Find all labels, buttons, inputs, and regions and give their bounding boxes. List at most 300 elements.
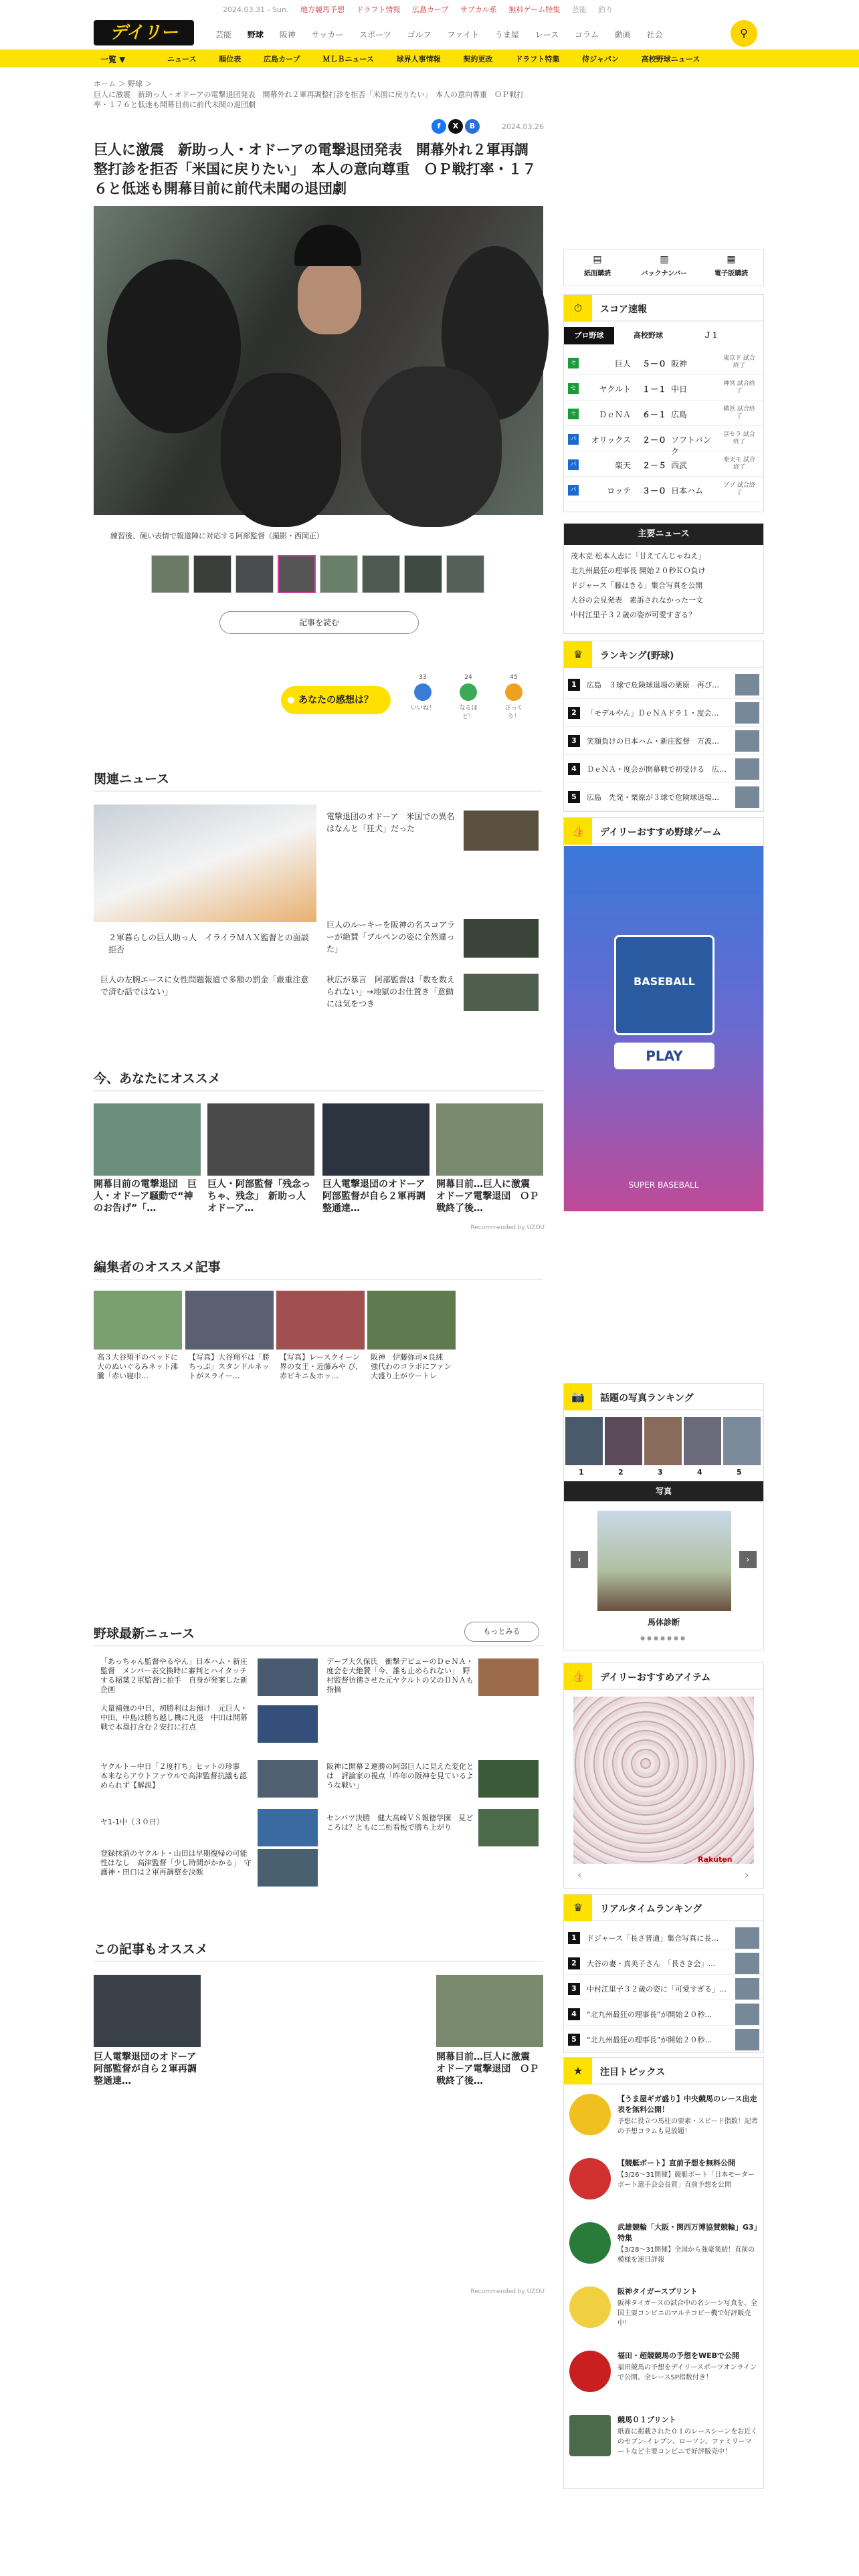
ranking-item[interactable] — [564, 755, 763, 783]
editor-photo[interactable] — [367, 1291, 456, 1350]
box-header — [564, 641, 763, 668]
ranking-box — [563, 641, 764, 812]
score-row[interactable] — [564, 478, 763, 502]
divider — [94, 1279, 543, 1280]
realtime-item[interactable] — [564, 1975, 763, 2000]
latest-item[interactable]: 「あっちゃん監督やるやん」日本ハム・新庄監督 メンバー表交換時に審判とハイタッチする稲葉２軍監督に拍手 自身が発案した新企画 — [100, 1657, 248, 1694]
score-row[interactable] — [564, 351, 763, 375]
photo-ranking-box — [563, 1383, 764, 1650]
related-item[interactable]: 秋広が暴言 阿部監督は「数を数えられない」→地獄のお仕置き「意動には気をつき — [326, 975, 456, 1008]
top-link[interactable]: ドラフト情報 — [356, 5, 401, 14]
divider — [94, 790, 543, 792]
photo-figure — [221, 373, 341, 527]
topic-image — [569, 2222, 611, 2264]
ranking-item[interactable] — [564, 727, 763, 755]
crown-icon: ♛ — [564, 1895, 592, 1921]
breadcrumb: ホーム ＞ 野球 ＞ — [94, 80, 153, 88]
related-thumbnail[interactable] — [464, 811, 539, 851]
photo-figure — [107, 259, 241, 433]
topic-item[interactable] — [564, 2218, 763, 2273]
star-icon: ★ — [564, 2058, 592, 2084]
topic-image — [569, 2286, 611, 2328]
latest-thumbnail[interactable] — [258, 1809, 318, 1846]
breadcrumb-baseball[interactable]: 野球 — [128, 80, 142, 88]
share-buttons — [432, 119, 482, 134]
league-icon: セ — [568, 409, 579, 419]
score: ６－１ — [642, 410, 666, 419]
sub-nav-item[interactable]: 高校野球ニュース — [641, 55, 700, 64]
score-box — [563, 294, 764, 512]
recommend-title: 今、あなたにオススメ — [94, 1071, 221, 1086]
thumbs-up-icon — [414, 683, 432, 701]
rank-number: 3 — [568, 735, 580, 747]
main-news-title: 主要ニュース — [564, 524, 763, 545]
also-photo[interactable] — [94, 1975, 201, 2047]
item-title: デイリーおすすめアイテム — [600, 1673, 711, 1683]
box-header — [564, 295, 763, 322]
photo-subheader: 写真 — [564, 1481, 763, 1501]
main-news-item[interactable]: 北九州最狂の理事長 開始２０秒ＫＯ負け — [571, 566, 706, 575]
hero-photo[interactable] — [94, 206, 543, 515]
breadcrumb-home[interactable]: ホーム — [94, 80, 116, 88]
rank-thumbnail — [735, 1953, 759, 1974]
nav-item[interactable]: ファイト — [447, 30, 480, 39]
nav-item[interactable]: 動画 — [614, 30, 631, 39]
rank-number: 5 — [568, 791, 580, 803]
editor-item[interactable]: 【写真】大谷翔平は「勝ちっぷ」スタンドルネットがスライー… — [189, 1353, 270, 1380]
main-news-item[interactable]: 茂木克 松本人志に「甘えてんじゃねえ」 — [571, 552, 706, 560]
team-away: 西武 — [671, 461, 688, 470]
also-title: この記事もオススメ — [94, 1942, 208, 1957]
realtime-box — [563, 1894, 764, 2053]
bookmark-icon[interactable]: B — [465, 119, 480, 134]
reaction-count: 33 — [419, 674, 427, 681]
topic-image — [569, 2351, 611, 2392]
rank-thumbnail — [735, 702, 759, 724]
ranking-item[interactable] — [564, 699, 763, 727]
photo-cap — [294, 225, 361, 266]
nav-item[interactable]: 社会 — [646, 30, 663, 39]
score-tab-active[interactable]: プロ野球 — [564, 327, 614, 344]
x-icon[interactable]: X — [448, 119, 463, 134]
league-icon: パ — [568, 459, 579, 470]
topic-item[interactable] — [564, 2154, 763, 2209]
main-nav — [215, 29, 676, 40]
reaction-label: なるほど！ — [459, 705, 478, 720]
ranking-item[interactable] — [564, 783, 763, 811]
recommend-photo[interactable] — [94, 1103, 201, 1176]
photo-rank-thumb[interactable] — [565, 1417, 603, 1465]
team-home: ＤｅＮＡ — [598, 410, 631, 419]
recommend-item[interactable]: 開幕目前…巨人に激震 オドーア電撃退団 ＯＰ戦終了後… — [436, 1179, 539, 1214]
photo-rank-number: 1 — [579, 1468, 584, 1477]
team-away: 日本ハム — [671, 486, 704, 496]
related-item[interactable]: 巨人の左腕エースに女性問題報道で多額の罰金「厳重注意で済む話ではない」 — [100, 975, 309, 996]
also-item[interactable]: 巨人電撃退団のオドーア 阿部監督が自ら２軍再調整通達… — [94, 2052, 206, 2086]
rank-thumbnail — [735, 1978, 759, 2000]
recommend-item[interactable]: 巨人・阿部監督「残念っちゃ、残念」 新助っ人オドーア… — [207, 1179, 310, 1214]
divider — [94, 1961, 543, 1962]
score-tab[interactable]: 高校野球 — [634, 331, 663, 340]
rank-thumbnail — [735, 758, 759, 780]
item-box — [563, 1662, 764, 1889]
game-status: ゾゾ 試合終了 — [723, 482, 755, 496]
rank-text: 笑顔負けの日本ハム・新庄監督 万波… — [587, 737, 719, 746]
quick-links — [563, 249, 764, 286]
rank-text: 大谷の妻・真美子さん 「長さき会」… — [587, 1959, 716, 1968]
team-home: ロッテ — [607, 486, 631, 496]
chevron-right-icon[interactable]: › — [739, 1551, 757, 1568]
topic-desc: 【3/28〜31開催】全国から強豪集結！直前の模様を速日詳報 — [617, 2246, 755, 2264]
photo-rank-number: 2 — [618, 1468, 624, 1477]
league-icon: パ — [568, 434, 579, 445]
game-status: 東京ド 試合終了 — [723, 355, 755, 369]
realtime-item[interactable] — [564, 2026, 763, 2051]
reaction-label: いいね！ — [410, 705, 435, 712]
chevron-left-icon[interactable]: ‹ — [571, 1551, 588, 1568]
sub-nav-item[interactable]: ＭＬＢニュース — [322, 55, 374, 64]
realtime-title: リアルタイムランキング — [600, 1904, 702, 1915]
editor-item[interactable]: 【写真】レースクイーン界の女王・近藤みや び、赤ビキニ＆ホッ… — [280, 1353, 363, 1380]
photo-ranking-title: 話題の写真ランキング — [600, 1393, 694, 1404]
photo-face — [298, 261, 361, 334]
related-thumbnail[interactable] — [464, 974, 539, 1011]
score-row[interactable] — [564, 427, 763, 456]
rank-thumbnail — [735, 2029, 759, 2050]
nav-item[interactable]: スポーツ — [359, 30, 391, 39]
topic-desc: 阪神タイガースの試合中の名シーン写真を、全国主要コンビニのマルチコピー機で好評販売中！ — [617, 2300, 757, 2327]
header — [0, 0, 859, 49]
nav-item[interactable]: 芸能 — [215, 30, 232, 39]
photo-caption: 練習後、硬い表情で報道陣に対応する阿部監督（撮影・西岡正） — [110, 532, 324, 540]
latest-item[interactable]: ヤ1-1中（３０日） — [100, 1818, 164, 1826]
more-button[interactable]: もっとみる — [464, 1622, 539, 1642]
topic-desc: 紙面に掲載された０１のレースシーンをお近くのセブン-イレブン、ローソン、ファミリーマートなど主要コンビニで好評販売中！ — [617, 2428, 758, 2456]
sub-nav-item[interactable]: 球界人事情報 — [396, 55, 441, 64]
recommend-photo[interactable] — [322, 1103, 430, 1176]
chevron-right-icon[interactable]: › — [745, 1868, 749, 1881]
rank-text: “北九州最狂の理事長”が開始２０秒… — [587, 2010, 712, 2019]
related-item[interactable]: 巨人のルーキーを阪神の名スコアラーが絶賛「ブルペンの姿に全然違った」 — [326, 920, 456, 954]
recommend-photo[interactable] — [207, 1103, 314, 1176]
top-links — [223, 4, 622, 15]
main-news-item[interactable]: 中村江里子３２歳の姿が可愛すぎる？ — [571, 611, 696, 619]
related-title: 関連ニュース — [94, 772, 170, 786]
sub-nav-item[interactable]: 契約更改 — [463, 55, 493, 64]
game-name: BASEBALL — [634, 975, 695, 988]
topic-image — [569, 2094, 611, 2135]
realtime-item[interactable] — [564, 1924, 763, 1949]
topics-box — [563, 2057, 764, 2489]
topic-item[interactable] — [564, 2090, 763, 2145]
nav-item[interactable]: レース — [535, 30, 559, 39]
photo-rank-thumb[interactable] — [684, 1417, 721, 1465]
rank-number: 3 — [568, 1983, 580, 1995]
photo-rank-number: 3 — [658, 1468, 663, 1477]
game-footer: SUPER BASEBALL — [628, 1180, 699, 1190]
photo-rank-thumb[interactable] — [723, 1417, 761, 1465]
search-icon[interactable]: ⚲ — [731, 20, 757, 47]
top-link[interactable]: 芸能 — [571, 5, 587, 14]
team-home: 楽天 — [614, 461, 631, 470]
top-link[interactable]: サブカル系 — [460, 5, 497, 14]
photo-thumbnail[interactable] — [362, 555, 400, 593]
menu-button[interactable]: 一覧 ▼ — [100, 55, 126, 64]
latest-thumbnail[interactable] — [258, 1849, 318, 1887]
related-item[interactable]: 電撃退団のオドーア 米国での異名はなんと「狂犬」だった — [326, 812, 455, 833]
rank-text: 広島 ３球で危険球退場の栗原 再び… — [587, 681, 719, 689]
rank-number: 1 — [568, 1932, 580, 1944]
top-date: 2024.03.31 - Sun. — [223, 5, 289, 14]
game-box — [563, 817, 764, 1212]
latest-item[interactable]: 登録抹消のヤクルト・山田は早期復帰の可能性はなし 高津監督「少し時間がかかる」 守護神・田口は２軍再調整を決断 — [100, 1849, 252, 1876]
read-article-button[interactable]: 記事を読む — [219, 611, 419, 634]
play-button[interactable]: PLAY — [614, 1043, 714, 1069]
nav-item-active[interactable]: 野球 — [247, 30, 264, 39]
latest-thumbnail[interactable] — [478, 1658, 539, 1696]
realtime-item[interactable] — [564, 2000, 763, 2026]
article-title: 巨人に激震 新助っ人・オドーアの電撃退団発表 開幕外れ２軍再調整打診を拒否「米国に戻りたい」 本人の意向尊重 ＯＰ戦打率・１７６と低迷も開幕目前に前代未聞の退団劇 — [94, 142, 537, 197]
top-link[interactable]: 広島カープ — [411, 5, 449, 14]
score-tab[interactable]: Ｊ１ — [704, 331, 719, 340]
photo-thumbnail[interactable] — [404, 555, 442, 593]
nav-item[interactable]: うま屋 — [494, 30, 519, 39]
photo-rank-number: 5 — [737, 1468, 742, 1477]
rank-text: 「モデルやん」ＤｅＮＡドラ１・度会… — [587, 709, 719, 718]
sub-nav-item[interactable]: ニュース — [167, 55, 197, 64]
latest-thumbnail[interactable] — [258, 1760, 318, 1798]
latest-thumbnail[interactable] — [258, 1705, 318, 1743]
backnumber-icon: ▥ — [660, 254, 669, 265]
photo-thumbnail[interactable] — [151, 555, 189, 593]
ranking-item[interactable] — [564, 671, 763, 699]
latest-thumbnail[interactable] — [478, 1809, 539, 1846]
rank-number: 4 — [568, 2008, 580, 2020]
box-header — [564, 2058, 763, 2084]
editor-title: 編集者のオススメ記事 — [94, 1260, 221, 1275]
reaction-count: 45 — [510, 674, 518, 681]
editor-photo[interactable] — [94, 1291, 182, 1350]
game-status: 楽天モ 試合終了 — [723, 457, 755, 471]
camera-icon: 📷 — [564, 1384, 592, 1410]
game-status: 神宮 試合終了 — [723, 381, 755, 395]
top-link[interactable]: 釣り — [598, 5, 613, 14]
breadcrumb-title: 巨人に激震 新助っ人・オドーアの電撃退団発表 開幕外れ２軍再調整打診を拒否「米国に戻りたい」 本人の意向尊重 ＯＰ戦打率・１７６と低迷も開幕目前に前代未聞の退団劇 — [94, 90, 524, 109]
reaction-surprise[interactable] — [500, 674, 527, 720]
topic-title: 阪神タイガースプリント — [617, 2287, 698, 2296]
recommend-item[interactable]: 巨人電撃退団のオドーア 阿部監督が自ら２軍再調整通達… — [322, 1179, 435, 1214]
topic-image — [569, 2415, 611, 2456]
rank-thumbnail — [735, 730, 759, 752]
league-icon: セ — [568, 358, 579, 368]
clock-icon: ⏱ — [564, 295, 592, 322]
topic-title: 武雄競輪「大阪・関西万博協賛競輪」G3」特集 — [617, 2223, 758, 2242]
photo-thumbnail[interactable] — [320, 555, 358, 593]
rank-thumbnail — [735, 1927, 759, 1949]
editor-item[interactable]: 高３大谷翔平のベッドに大のぬいぐるみネット沸騰「赤い寝巾… — [97, 1353, 178, 1380]
score: ２－０ — [642, 435, 666, 445]
topic-title: 競馬０１プリント — [617, 2416, 676, 2424]
site-logo[interactable]: デイリー — [94, 20, 194, 45]
newspaper-icon: ▤ — [593, 254, 602, 265]
editor-photo[interactable] — [276, 1291, 365, 1350]
rank-thumbnail — [735, 674, 759, 695]
sub-nav-item[interactable]: 侍ジャパン — [582, 55, 619, 64]
latest-item[interactable]: ヤクルト－中日「２度打ち」ヒットの珍事 本来ならアウトファウルで高津監督抗議も認められず【解説】 — [100, 1762, 248, 1790]
latest-item[interactable]: 阪神に開幕２連勝の阿部巨人に見えた変化とは 評論家の視点「昨年の阪神を見ているような戦い」 — [326, 1762, 474, 1790]
topic-image — [569, 2158, 611, 2199]
score: ２－５ — [642, 461, 666, 470]
item-image[interactable] — [573, 1697, 754, 1864]
divider — [94, 1090, 543, 1091]
team-away: ソフトバンク — [671, 435, 711, 456]
box-header — [564, 1663, 763, 1690]
realtime-item[interactable] — [564, 1949, 763, 1975]
team-home: 巨人 — [614, 359, 631, 368]
team-home: オリックス — [591, 435, 631, 445]
rank-text: “北九州最狂の理事長”が開始２０秒… — [587, 2036, 712, 2044]
score-title: スコア速報 — [600, 304, 647, 315]
recommend-photo[interactable] — [436, 1103, 543, 1176]
thumbs-up-icon: 👍 — [564, 1663, 592, 1690]
reaction-label: びっくり！ — [504, 705, 523, 720]
photo-thumbnail[interactable] — [446, 555, 484, 593]
photo-rank-number: 4 — [697, 1468, 702, 1477]
rank-text: 広島 先発・栗原が３球で危険球退場… — [587, 793, 719, 802]
rakuten-logo: Rakuten — [698, 1855, 733, 1864]
photo-rank-thumb[interactable] — [605, 1417, 642, 1465]
slide-dots[interactable]: ●●●●●●● — [640, 1635, 687, 1641]
sub-nav-item[interactable]: 広島カープ — [264, 55, 300, 64]
team-away: 中日 — [671, 385, 688, 394]
latest-thumbnail[interactable] — [258, 1658, 318, 1696]
rank-number: 4 — [568, 763, 580, 775]
feeling-prompt: あなたの感想は？ — [281, 686, 391, 714]
ranking-title: ランキング(野球) — [600, 651, 674, 661]
photo-slide-caption: 馬体診断 — [647, 1618, 680, 1627]
crown-icon: ♛ — [564, 641, 592, 668]
rank-number: 5 — [568, 2034, 580, 2046]
topics-title: 注目トピックス — [600, 2067, 666, 2078]
rank-text: ドジャース「長さ普通」集合写真に長… — [587, 1934, 719, 1943]
rank-number: 2 — [568, 1957, 580, 1969]
digital-icon: ▦ — [727, 254, 736, 265]
score-row[interactable] — [564, 402, 763, 426]
topic-title: 【うま屋ギガ盛り】中央競馬のレース出走表を無料公開！ — [617, 2095, 757, 2114]
also-item[interactable]: 開幕目前…巨人に激震 オドーア電撃退団 ＯＰ戦終了後… — [436, 2052, 539, 2086]
topic-title: 【競艇ボート】直前予想を無料公開 — [617, 2159, 735, 2167]
score-row[interactable] — [564, 377, 763, 401]
topic-title: 福田・超競競馬の予想をWEBで公開 — [617, 2351, 740, 2360]
thumbs-up-icon: 👍 — [564, 818, 592, 845]
photo-thumbnail[interactable] — [235, 555, 274, 593]
main-news-item[interactable]: ドジャース「藤はきる」集合写真を公開 — [571, 581, 703, 590]
sub-nav-item[interactable]: 順位表 — [219, 55, 242, 64]
recommend-credit: Recommended by UZOU — [470, 1224, 545, 1231]
top-link[interactable]: 無料ゲーム特集 — [508, 5, 561, 14]
team-away: 阪神 — [671, 359, 688, 368]
related-main-photo[interactable] — [94, 804, 316, 922]
quick-link[interactable]: バックナンバー — [641, 270, 688, 278]
photo-figure — [361, 366, 502, 527]
latest-item[interactable]: センバツ決勝 健大高崎ＶＳ報徳学園 見どころは？ともに二桁看板で勝ち上がり — [326, 1814, 474, 1832]
reaction-count: 24 — [464, 674, 472, 681]
box-header — [564, 818, 763, 845]
related-main-caption[interactable]: ２軍暮らしの巨人助っ人 イライラＭＡＸ監督との面談拒否 — [108, 933, 309, 954]
related-thumbnail[interactable] — [464, 919, 539, 958]
latest-title: 野球最新ニュース — [94, 1626, 195, 1641]
photo-rank-thumb[interactable] — [644, 1417, 682, 1465]
photo-thumbnail-active[interactable] — [278, 555, 316, 593]
photo-slide[interactable] — [597, 1511, 731, 1611]
box-header — [564, 1895, 763, 1921]
game-status: 京セラ 試合終了 — [723, 431, 755, 445]
chevron-left-icon[interactable]: ‹ — [577, 1868, 582, 1881]
league-icon: パ — [568, 485, 579, 496]
team-home: ヤクルト — [599, 385, 631, 394]
editor-photo[interactable] — [185, 1291, 274, 1350]
team-away: 広島 — [671, 410, 688, 419]
main-news-item[interactable]: 大谷の会見発表 素訴されなかった一文 — [571, 596, 703, 605]
score: ３－０ — [642, 486, 666, 496]
rank-text: 中村江里子３２歳の姿に「可愛すぎる」… — [587, 1985, 727, 1994]
rank-number: 2 — [568, 707, 580, 719]
divider — [94, 1645, 543, 1646]
nav-item[interactable]: 阪神 — [279, 30, 296, 39]
nav-item[interactable]: コラム — [575, 30, 599, 39]
topic-item[interactable] — [564, 2411, 763, 2466]
box-header — [564, 1384, 763, 1410]
also-photo[interactable] — [436, 1975, 543, 2047]
score-row[interactable] — [564, 453, 763, 477]
facebook-icon[interactable]: f — [432, 119, 446, 134]
latest-item[interactable]: 大量補強の中日、初勝利はお預け 元巨人・中田、中島は勝ち越し機に凡退 中田は開幕戦で本塁打含む２安打に打点 — [100, 1704, 248, 1731]
quick-link[interactable]: 紙面購読 — [584, 270, 611, 278]
rank-number: 1 — [568, 679, 580, 691]
latest-thumbnail[interactable] — [478, 1760, 539, 1798]
topic-item[interactable] — [564, 2282, 763, 2337]
reaction-like[interactable] — [409, 674, 436, 712]
reaction-agree[interactable] — [455, 674, 482, 720]
editor-item[interactable]: 阪神 伊藤弥司×良純 強代わのコラボにファン大盛り上がウートレ — [371, 1353, 452, 1380]
league-icon: セ — [568, 383, 579, 394]
also-credit: Recommended by UZOU — [470, 2288, 545, 2295]
photo-thumbnail[interactable] — [193, 555, 231, 593]
top-link[interactable]: 地方競馬予想 — [300, 5, 345, 14]
topic-item[interactable] — [564, 2347, 763, 2401]
main-news-box — [563, 523, 764, 634]
score: ５－０ — [642, 359, 666, 368]
latest-item[interactable]: デーブ大久保氏 衝撃デビューのＤｅＮＡ・度会を大絶賛「今、誰も止められない」 野村監督彷彿させた元ヤクルトの父のＤＮＡも指摘 — [326, 1657, 474, 1694]
score: １－１ — [642, 385, 666, 394]
topic-desc: 【3/26〜31開催】競艇ボート「日本モーターボート選手会会長賞」直前予想を公開 — [617, 2171, 755, 2189]
rank-thumbnail — [735, 786, 759, 808]
game-status: 横浜 試合終了 — [723, 406, 755, 420]
quick-link[interactable]: 電子版購読 — [714, 270, 748, 278]
topic-desc: 福田競馬の予想をデイリースポーツオンラインで公開。全レースSP指数付き！ — [617, 2364, 757, 2381]
sub-nav-item[interactable]: ドラフト特集 — [515, 55, 560, 64]
rank-thumbnail — [735, 2004, 759, 2025]
rank-text: ＤｅＮＡ・度会が開幕戦で初受ける 広… — [587, 765, 727, 774]
game-title: デイリーおすすめ野球ゲーム — [600, 827, 722, 838]
nav-item[interactable]: ゴルフ — [407, 30, 432, 39]
article-date: 2024.03.26 — [502, 122, 544, 131]
nav-item[interactable]: サッカー — [311, 30, 344, 39]
topic-desc: 予想に役立つ馬柱の要素・スピード指数！記者の予想コラムも見放題！ — [617, 2118, 758, 2135]
check-icon — [460, 683, 477, 701]
recommend-item[interactable]: 開幕目前の電撃退団 巨人・オドーア騒動で“神のお告げ”「… — [94, 1179, 197, 1214]
sub-nav — [0, 49, 859, 67]
